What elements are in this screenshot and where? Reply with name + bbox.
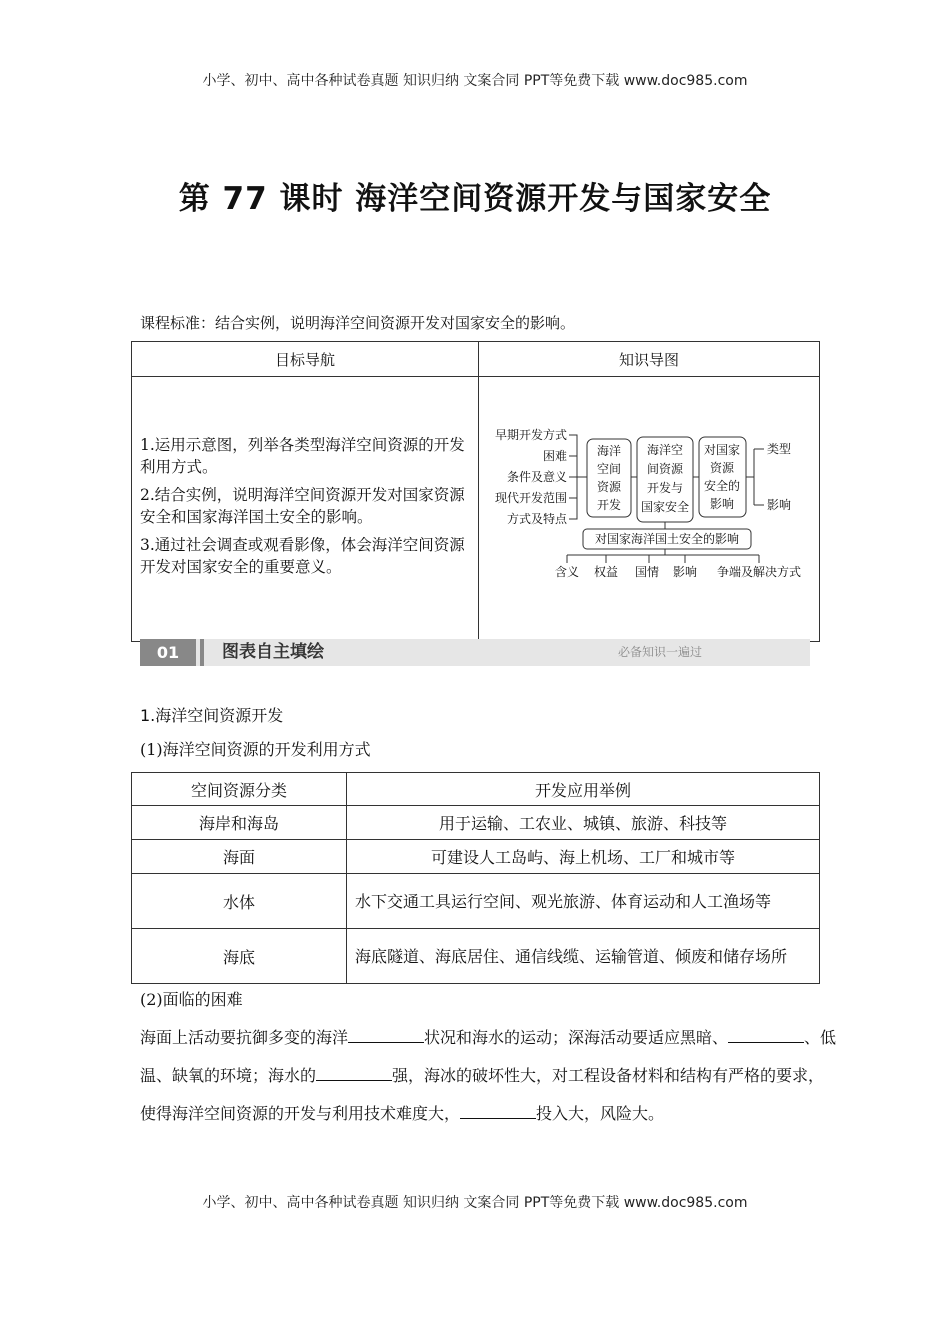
goal-item: 3.通过社会调查或观看影像，体会海洋空间资源开发对国家安全的重要意义。 bbox=[140, 536, 465, 576]
mm-bottom-item: 争端及解决方式 bbox=[716, 565, 802, 579]
mm-right-item: 影响 bbox=[767, 498, 792, 512]
mm-box1-line: 空间 bbox=[596, 462, 622, 476]
mm-box2-line: 海洋空 bbox=[646, 443, 684, 457]
table-cell: 海底 bbox=[132, 929, 347, 984]
mm-box3-line: 影响 bbox=[709, 497, 735, 511]
mm-box2-line: 间资源 bbox=[646, 462, 684, 476]
mm-box3-line: 资源 bbox=[709, 461, 735, 475]
mm-box2-line: 国家安全 bbox=[640, 500, 690, 514]
table-cell: 海底隧道、海底居住、通信线缆、运输管道、倾废和储存场所 bbox=[347, 929, 820, 984]
mindmap-header: 知识导图 bbox=[479, 342, 820, 377]
mm-bottom-item: 含义 bbox=[554, 565, 580, 579]
goal-list bbox=[132, 377, 479, 642]
mm-bottom-item: 影响 bbox=[672, 565, 698, 579]
table-row bbox=[132, 806, 820, 840]
knowledge-mindmap bbox=[479, 377, 819, 637]
mm-bottom-item: 国情 bbox=[634, 565, 660, 579]
table-cell: 水下交通工具运行空间、观光旅游、体育运动和人工渔场等 bbox=[347, 874, 820, 929]
fill-blank[interactable] bbox=[316, 1064, 392, 1081]
course-standard: 课程标准：结合实例，说明海洋空间资源开发对国家安全的影响。 bbox=[140, 314, 576, 332]
table-row bbox=[132, 874, 820, 929]
goal-table bbox=[131, 341, 820, 642]
goal-item: 2.结合实例，说明海洋空间资源开发对国家资源安全和国家海洋国土安全的影响。 bbox=[140, 486, 465, 526]
mm-box3-line: 对国家 bbox=[703, 443, 741, 457]
resource-table bbox=[131, 772, 820, 984]
mm-left-item: 条件及意义 bbox=[506, 470, 567, 484]
subsection-heading: (1)海洋空间资源的开发利用方式 bbox=[140, 740, 371, 759]
fill-blank[interactable] bbox=[728, 1026, 804, 1043]
mm-left-item: 方式及特点 bbox=[506, 512, 567, 526]
fill-in-paragraph bbox=[140, 1019, 840, 1133]
mm-box1-line: 开发 bbox=[596, 498, 622, 512]
page-header: 小学、初中、高中各种试卷真题 知识归纳 文案合同 PPT等免费下载 www.doc985.com bbox=[202, 73, 748, 89]
table-header: 开发应用举例 bbox=[347, 773, 820, 806]
banner-divider bbox=[200, 639, 204, 666]
mm-box2-line: 开发与 bbox=[646, 481, 684, 495]
page-footer: 小学、初中、高中各种试卷真题 知识归纳 文案合同 PPT等免费下载 www.doc985.com bbox=[202, 1195, 748, 1211]
mm-box1-line: 资源 bbox=[596, 480, 622, 494]
table-row bbox=[132, 929, 820, 984]
mm-left-item: 现代开发范围 bbox=[494, 491, 567, 505]
page-title: 第 77 课时 海洋空间资源开发与国家安全 bbox=[178, 181, 772, 217]
table-header: 空间资源分类 bbox=[132, 773, 347, 806]
paragraph-text: 状况和海水的运动；深海活动要适应黑暗、 bbox=[424, 1028, 729, 1047]
table-cell: 海岸和海岛 bbox=[132, 806, 347, 840]
mm-left-item: 早期开发方式 bbox=[494, 428, 567, 442]
goal-item: 1.运用示意图，列举各类型海洋空间资源的开发利用方式。 bbox=[140, 436, 465, 476]
goal-header: 目标导航 bbox=[132, 342, 479, 377]
mindmap-cell bbox=[479, 377, 820, 642]
paragraph-text: 投入大，风险大。 bbox=[536, 1104, 665, 1123]
banner-title: 图表自主填绘 bbox=[222, 642, 324, 662]
section-heading: 1.海洋空间资源开发 bbox=[140, 706, 284, 725]
mm-bottom-box: 对国家海洋国土安全的影响 bbox=[594, 532, 740, 546]
banner-number: 01 bbox=[140, 639, 196, 666]
subsection-heading: (2)面临的困难 bbox=[140, 990, 243, 1009]
table-cell: 水体 bbox=[132, 874, 347, 929]
table-cell: 海面 bbox=[132, 840, 347, 874]
table-cell: 用于运输、工农业、城镇、旅游、科技等 bbox=[347, 806, 820, 840]
mm-bottom-item: 权益 bbox=[593, 565, 619, 579]
section-banner bbox=[140, 639, 810, 666]
mm-box3-line: 安全的 bbox=[703, 479, 741, 493]
fill-blank[interactable] bbox=[460, 1102, 536, 1119]
banner-subtitle: 必备知识一遍过 bbox=[618, 645, 703, 659]
paragraph-text: 海面上活动要抗御多变的海洋 bbox=[140, 1028, 349, 1047]
table-cell: 可建设人工岛屿、海上机场、工厂和城市等 bbox=[347, 840, 820, 874]
mm-left-item: 困难 bbox=[542, 449, 567, 463]
paragraph-text: 、低温、缺氧的环境；海水的 bbox=[140, 1028, 837, 1085]
table-row bbox=[132, 840, 820, 874]
mm-right-item: 类型 bbox=[767, 442, 792, 456]
mm-box1-line: 海洋 bbox=[596, 444, 622, 458]
fill-blank[interactable] bbox=[348, 1026, 424, 1043]
paragraph-text: 强，海冰的破坏性大，对工程设备材料和结构有严格的要求，使得海洋空间资源的开发与利用技术难度大， bbox=[140, 1066, 825, 1123]
